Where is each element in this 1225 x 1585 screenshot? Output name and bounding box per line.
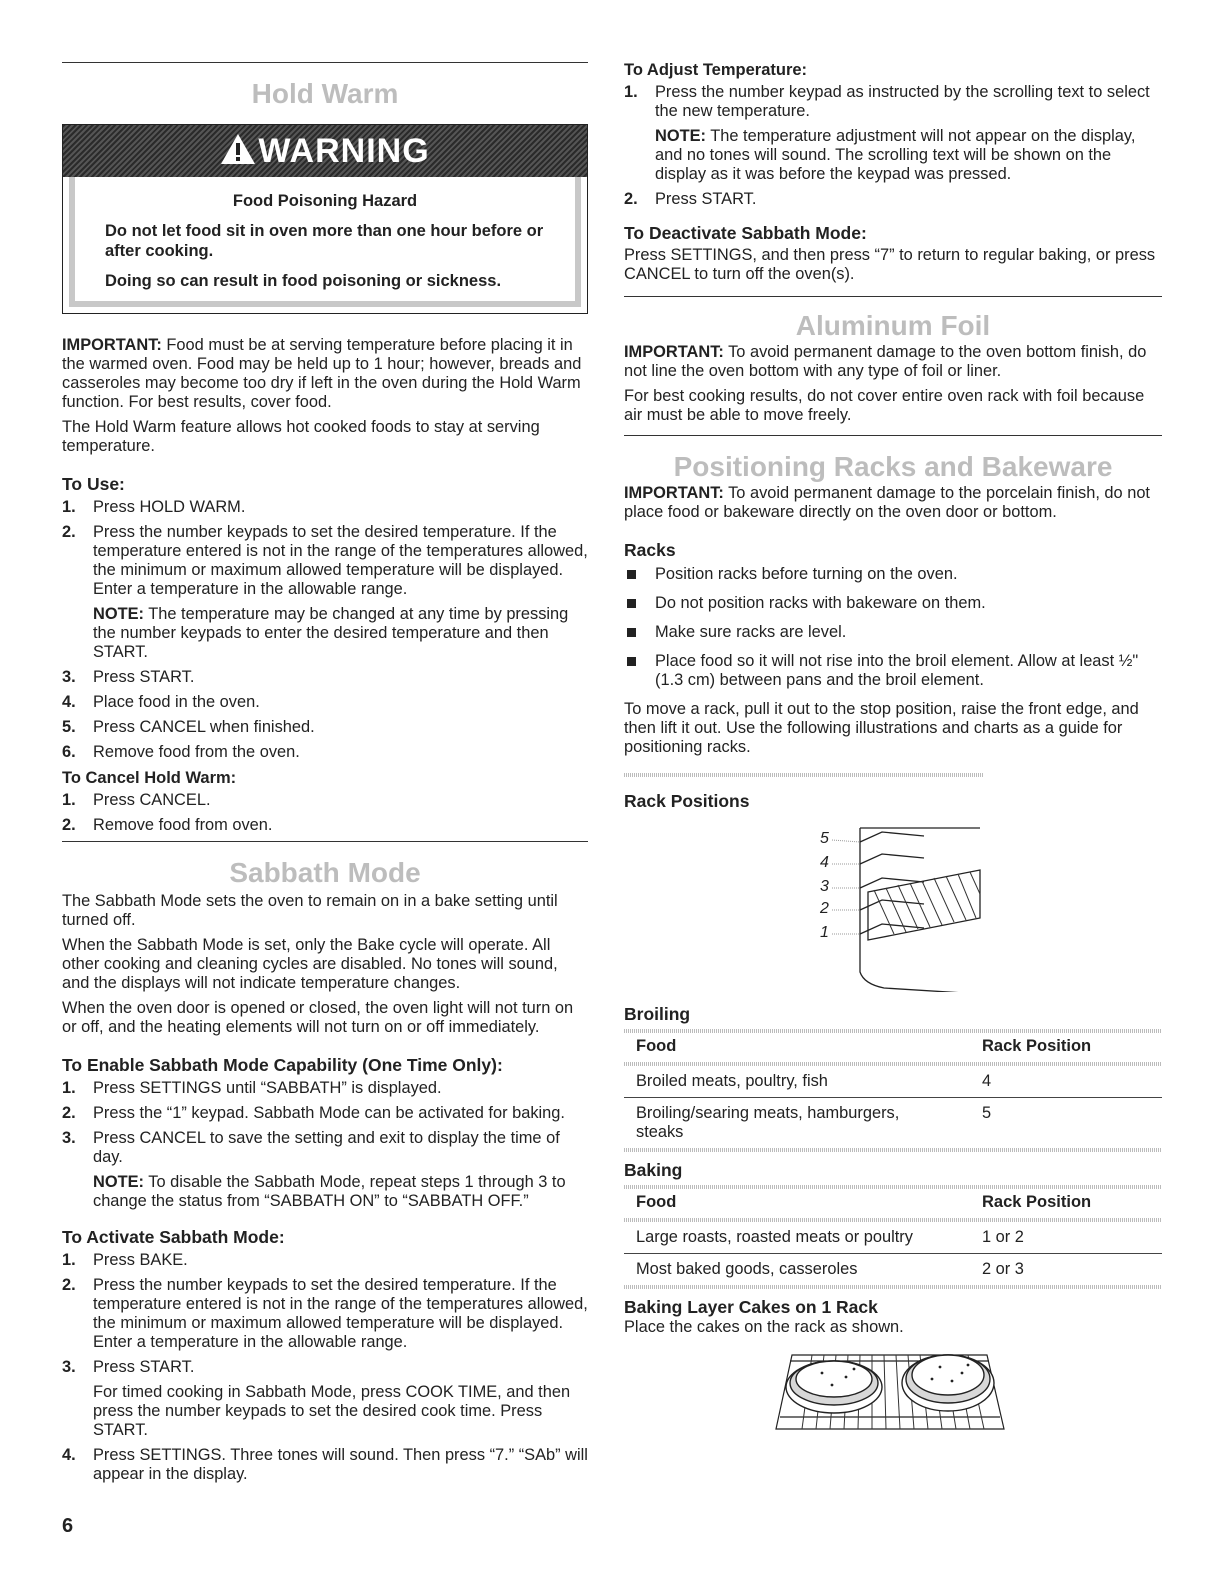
list-item: 1. Press the number keypad as instructed by the scrolling text to select the new temperature. NOTE: The temperature adjustment will not appear on the display, and no tones will sound. The scrolling text will be shown on the display as it was before the keypad was pressed.	[624, 83, 1162, 184]
layer-cakes-text: Place the cakes on the rack as shown.	[624, 1318, 904, 1336]
table-row: Broiled meats, poultry, fish 4	[636, 1072, 992, 1090]
activate-steps	[62, 1251, 588, 1484]
dotted-rule	[624, 1148, 1162, 1152]
list-item: 6. Remove food from the oven.	[62, 743, 300, 761]
page-number: 6	[62, 1515, 74, 1537]
warning-line-2: Doing so can result in food poisoning or sickness.	[105, 272, 502, 290]
sabbath-p2: When the Sabbath Mode is set, only the Bake cycle will operate. All other cooking and cleaning cycles are disabled. No tones will sound, and the displays will not indicate temperature changes.	[62, 936, 558, 992]
note: NOTE: To disable the Sabbath Mode, repeat steps 1 through 3 to change the status from “SABBATH ON” to “SABBATH OFF.”	[93, 1173, 566, 1210]
list-item: Place food so it will not rise into the broil element. Allow at least ½" (1.3 cm) between pans and the broil element.	[624, 652, 1162, 690]
move-rack-text: To move a rack, pull it out to the stop position, raise the front edge, and then lift it out. Use the following illustrations and charts as a guide for positioning racks.	[624, 700, 1139, 756]
list-item: 1. Press CANCEL.	[62, 791, 211, 809]
list-item: 1. Press SETTINGS until “SABBATH” is displayed.	[62, 1079, 442, 1097]
rack-label-3: 3	[820, 878, 829, 895]
note: For timed cooking in Sabbath Mode, press COOK TIME, and then press the number keypads to set the desired cook time. Press START.	[93, 1383, 571, 1439]
cake-rack-drawing	[772, 1347, 1012, 1442]
cancel-steps	[62, 791, 588, 835]
adjust-steps	[624, 83, 1162, 209]
broiling-table	[624, 1033, 1162, 1148]
rack-label-4: 4	[820, 854, 829, 871]
dotted-rule	[624, 1285, 1162, 1289]
table-header-row: Food Rack Position	[636, 1193, 1092, 1211]
list-item: 4. Press SETTINGS. Three tones will sound. Then press “7.” “SAb” will appear in the display.	[62, 1446, 588, 1483]
sabbath-p3: When the oven door is opened or closed, the oven light will not turn on or off, and the heating elements will not turn on or off immediately.	[62, 999, 574, 1036]
list-item: Position racks before turning on the oven.	[624, 565, 1162, 584]
right-column	[624, 0, 1162, 1447]
oven-rack-drawing	[624, 822, 1162, 992]
section-rule	[624, 296, 1162, 297]
section-rule	[624, 435, 1162, 436]
table-row: Most baked goods, casseroles 2 or 3	[624, 1254, 1162, 1286]
warning-band	[63, 125, 587, 177]
enable-steps	[62, 1079, 588, 1211]
dotted-rule	[624, 773, 984, 777]
table-row: Large roasts, roasted meats or poultry 1 or 2	[636, 1228, 1024, 1246]
hold-warm-feature: The Hold Warm feature allows hot cooked foods to stay at serving temperature.	[62, 418, 540, 455]
list-item: Make sure racks are level.	[624, 623, 1162, 642]
list-item: 3. Press START. For timed cooking in Sabbath Mode, press COOK TIME, and then press the number keypads to set the desired cook time. Press START.	[62, 1358, 588, 1440]
rack-label-2: 2	[820, 900, 829, 917]
warning-line-1: Do not let food sit in oven more than one hour before or after cooking.	[105, 222, 544, 260]
rack-label-5: 5	[820, 830, 829, 847]
list-item: 3. Press START.	[62, 668, 195, 686]
list-item: 5. Press CANCEL when finished.	[62, 718, 315, 736]
warning-box	[62, 124, 588, 314]
layer-cakes-heading: Baking Layer Cakes on 1 Rack	[624, 1297, 878, 1317]
baking-table	[624, 1189, 1162, 1285]
list-item: 3. Press CANCEL to save the setting and exit to display the time of day. NOTE: To disable the Sabbath Mode, repeat steps 1 through 3 to change the status from “SABBATH ON” to “SABBATH OFF.”	[62, 1129, 588, 1211]
warning-body	[69, 177, 581, 307]
rack-positions-illustration	[624, 822, 1162, 992]
broiling-heading: Broiling	[624, 1004, 691, 1024]
foil-p2: For best cooking results, do not cover entire oven rack with foil because air must be able to move freely.	[624, 387, 1145, 424]
adjust-heading: To Adjust Temperature:	[624, 61, 808, 79]
note: NOTE: The temperature adjustment will not appear on the display, and no tones will sound. The scrolling text will be shown on the display as it was before the keypad was pressed.	[655, 127, 1136, 183]
list-item: 1. Press HOLD WARM.	[62, 498, 246, 516]
list-item: 2. Press the number keypads to set the desired temperature. If the temperature entered is not in the range of the temperatures allowed, the minimum or maximum allowed temperature will be displayed. Enter a temperature in the allowable range. NOTE: The temperature may be changed at any time by pressing the number keypads to enter the desired temperature and then START.	[62, 523, 588, 661]
warning-triangle-icon	[220, 133, 256, 170]
activate-heading: To Activate Sabbath Mode:	[62, 1227, 285, 1247]
sabbath-p1: The Sabbath Mode sets the oven to remain on in a bake setting until turned off.	[62, 892, 558, 929]
list-item: 4. Place food in the oven.	[62, 693, 260, 711]
important-text: Food must be at serving temperature before placing it in the warmed oven. Food may be held up to 1 hour; however, breads and casseroles may become too dry if left in the oven during the Hold Warm function. For best results, cover food.	[62, 336, 582, 411]
list-item: 2. Press the “1” keypad. Sabbath Mode can be activated for baking.	[62, 1104, 565, 1122]
note: NOTE: The temperature may be changed at any time by pressing the number keypads to enter the desired temperature and then START.	[93, 605, 569, 661]
rack-label-1: 1	[820, 924, 829, 941]
table-row: Broiling/searing meats, hamburgers, steaks 5	[624, 1098, 1162, 1149]
racks-heading: Racks	[624, 540, 676, 560]
important-label: IMPORTANT:	[62, 336, 162, 354]
list-item: 2. Press START.	[624, 190, 757, 208]
layer-cakes-illustration	[772, 1347, 1162, 1447]
racks-bullets	[624, 565, 1162, 690]
baking-heading: Baking	[624, 1160, 683, 1180]
foil-title: Aluminum Foil	[795, 310, 991, 341]
racks-title: Positioning Racks and Bakeware	[673, 451, 1113, 482]
warning-hazard: Food Poisoning Hazard	[232, 192, 418, 210]
table-header-row: Food Rack Position	[636, 1037, 1092, 1055]
hold-warm-important	[62, 336, 588, 412]
list-item: Do not position racks with bakeware on them.	[624, 594, 1162, 613]
warning-word: WARNING	[258, 131, 430, 170]
to-use-steps	[62, 498, 588, 762]
cancel-heading: To Cancel Hold Warm:	[62, 769, 237, 787]
sabbath-title: Sabbath Mode	[229, 857, 421, 888]
list-item: 1. Press BAKE.	[62, 1251, 188, 1269]
enable-heading: To Enable Sabbath Mode Capability (One Time Only):	[62, 1055, 503, 1075]
rack-positions-heading: Rack Positions	[624, 791, 750, 811]
racks-important: IMPORTANT: To avoid permanent damage to the porcelain finish, do not place food or bakeware directly on the oven door or bottom.	[624, 484, 1150, 521]
list-item: 2. Press the number keypads to set the desired temperature. If the temperature entered is not in the range of the temperatures allowed, the minimum or maximum allowed temperature will be displayed. Enter a temperature in the allowable range.	[62, 1276, 588, 1351]
section-rule	[62, 841, 588, 842]
foil-important: IMPORTANT: To avoid permanent damage to the oven bottom finish, do not line the oven bottom with any type of foil or liner.	[624, 343, 1147, 380]
deactivate-heading: To Deactivate Sabbath Mode:	[624, 223, 867, 243]
section-rule	[62, 62, 588, 63]
hold-warm-title: Hold Warm	[251, 78, 399, 109]
left-column	[62, 0, 588, 1490]
to-use-heading: To Use:	[62, 474, 125, 494]
deactivate-text: Press SETTINGS, and then press “7” to return to regular baking, or press CANCEL to turn off the oven(s).	[624, 246, 1156, 283]
list-item: 2. Remove food from oven.	[62, 816, 273, 834]
